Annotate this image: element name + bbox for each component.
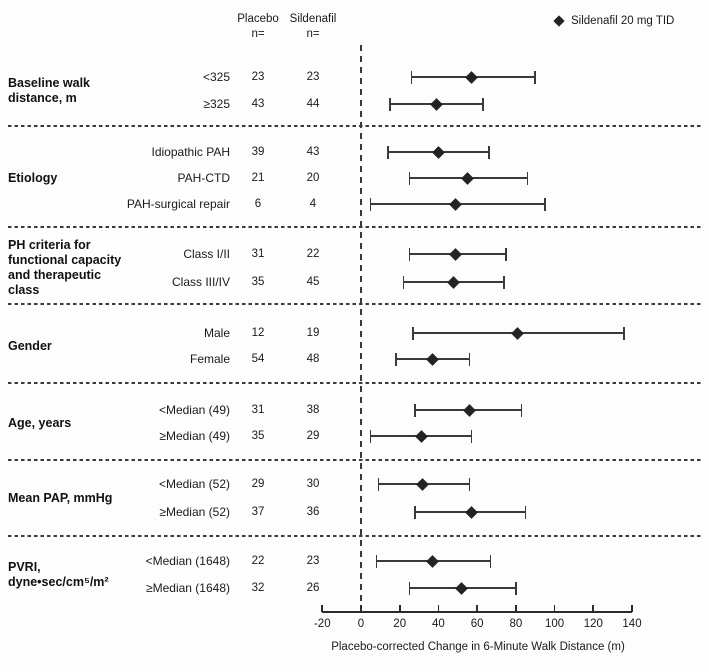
subgroup-category-line: Age, years [8,415,72,430]
estimate-diamond-marker [463,404,476,417]
sildenafil-n-value: 4 [309,198,317,210]
estimate-diamond-marker [449,248,462,261]
placebo-n-value: 37 [251,506,265,518]
row-label: Female [189,352,230,366]
diamond-icon [553,15,564,26]
row-label: Male [203,326,230,340]
section-divider-line [8,535,701,537]
x-axis-tick-label: 40 [432,618,445,630]
ci-lower-cap [370,198,372,211]
ci-upper-cap [527,172,529,185]
placebo-n-value: 29 [251,478,265,490]
estimate-diamond-marker [465,71,478,84]
ci-upper-cap [515,582,517,595]
placebo-n-value: 35 [251,276,265,288]
estimate-diamond-marker [415,430,428,443]
placebo-n-value: 22 [251,555,265,567]
section-divider-line [8,459,701,461]
row-label: Idiopathic PAH [151,145,230,159]
subgroup-category-line: dyne•sec/cm⁵/m² [8,574,109,589]
x-axis-tick-label: 20 [393,618,407,630]
sildenafil-n-value: 29 [306,430,320,442]
row-label: ≥Median (1648) [146,581,230,595]
subgroup-category-line: Etiology [8,170,58,185]
ci-upper-cap [503,276,505,289]
ci-upper-cap [469,478,471,491]
ci-lower-cap [387,146,389,159]
x-axis-tick-label: 0 [357,618,365,630]
estimate-diamond-marker [426,555,439,568]
estimate-diamond-marker [417,478,430,491]
legend-label: Sildenafil 20 mg TID [571,15,675,27]
sildenafil-n-value: 38 [306,404,320,416]
sildenafil-n-value: 36 [306,506,320,518]
x-axis-tick-label: -20 [313,618,331,630]
sildenafil-header-label: Sildenafil [289,13,337,25]
x-axis-title: Placebo-corrected Change in 6-Minute Walk Distance (m) [331,641,625,653]
subgroup-category-line: Baseline walk [8,75,90,90]
sildenafil-n-value: 30 [306,478,320,490]
row-label: ≥Median (49) [159,429,230,443]
zero-reference-line [360,45,362,612]
column-header-sildenafil [273,12,353,42]
placebo-n-value: 21 [251,172,265,184]
row-label: <Median (52) [158,477,230,491]
ci-upper-cap [490,555,492,568]
x-axis-tick-label: 60 [470,618,484,630]
ci-lower-cap [414,404,416,417]
sildenafil-n-value: 23 [306,71,320,83]
ci-lower-cap [412,327,414,340]
estimate-diamond-marker [426,353,439,366]
x-axis-tick [438,605,440,612]
sildenafil-n-value: 48 [306,353,320,365]
ci-upper-cap [521,404,523,417]
sildenafil-n-value: 43 [306,146,320,158]
ci-lower-cap [370,430,372,443]
x-axis-tick-label: 80 [509,618,523,630]
subgroup-category-line: Gender [8,338,52,353]
sildenafil-n-value: 23 [306,555,320,567]
placebo-n-suffix: n= [251,28,265,40]
subgroup-category-line: PH criteria for [8,238,91,252]
ci-upper-cap [471,430,473,443]
x-axis-tick-label: 140 [622,618,642,630]
row-label: PAH-surgical repair [126,197,230,211]
placebo-n-value: 23 [251,71,265,83]
estimate-diamond-marker [430,98,443,111]
legend [555,15,674,27]
section-divider-line [8,303,701,305]
estimate-diamond-marker [461,172,474,185]
sildenafil-n-suffix: n= [306,28,320,40]
estimate-diamond-marker [465,506,478,519]
placebo-n-value: 31 [251,248,265,260]
ci-lower-cap [376,555,378,568]
estimate-diamond-marker [448,276,461,289]
placebo-n-value: 32 [251,582,265,594]
subgroup-category-line: Mean PAP, mmHg [8,490,113,505]
ci-upper-cap [623,327,625,340]
row-label: Class III/IV [171,275,230,289]
subgroup-category-line: distance, m [8,90,77,105]
placebo-n-value: 39 [251,146,265,158]
row-label: <Median (49) [158,403,230,417]
sildenafil-n-value: 19 [306,327,320,339]
section-divider-line [8,226,701,228]
subgroup-category-line: class [8,283,40,297]
sildenafil-n-value: 20 [306,172,320,184]
x-axis-tick [399,605,401,612]
sildenafil-n-value: 22 [306,248,320,260]
row-label: ≥325 [203,97,230,111]
x-axis-tick [515,605,517,612]
placebo-header-label: Placebo [237,13,279,25]
section-divider-line [8,382,701,384]
x-axis-tick [554,605,556,612]
ci-lower-cap [395,353,397,366]
sildenafil-n-value: 26 [306,582,320,594]
ci-upper-cap [469,353,471,366]
estimate-diamond-marker [511,327,524,340]
row-label: Class I/II [183,247,230,261]
estimate-diamond-marker [432,146,445,159]
ci-lower-cap [389,98,391,111]
section-divider-line [8,125,701,127]
x-axis-tick [631,605,633,612]
placebo-n-value: 31 [251,404,265,416]
x-axis-tick-label: 100 [544,618,565,630]
x-axis-tick [592,605,594,612]
ci-upper-cap [482,98,484,111]
x-axis-tick [476,605,478,612]
placebo-n-value: 43 [251,98,265,110]
subgroup-category-line: PVRI, [8,559,41,574]
subgroup-category-line: functional capacity [8,253,122,267]
row-label: ≥Median (52) [159,505,230,519]
placebo-n-value: 54 [251,353,265,365]
row-label: <325 [202,70,230,84]
x-axis-tick [321,605,323,612]
ci-upper-cap [534,71,536,84]
subgroup-category-line: and therapeutic [8,268,102,282]
estimate-diamond-marker [449,198,462,211]
ci-upper-cap [505,248,507,261]
placebo-n-value: 6 [254,198,262,210]
sildenafil-n-value: 44 [306,98,320,110]
estimate-diamond-marker [455,582,468,595]
ci-lower-cap [403,276,405,289]
ci-lower-cap [411,71,413,84]
placebo-n-value: 35 [251,430,265,442]
ci-upper-cap [544,198,546,211]
x-axis-tick [360,605,362,612]
ci-lower-cap [409,248,411,261]
row-label: PAH-CTD [177,171,230,185]
sildenafil-n-value: 45 [306,276,320,288]
row-label: <Median (1648) [145,554,230,568]
ci-upper-cap [488,146,490,159]
ci-lower-cap [378,478,380,491]
ci-lower-cap [409,582,411,595]
ci-lower-cap [409,172,411,185]
ci-lower-cap [414,506,416,519]
placebo-n-value: 12 [251,327,265,339]
ci-upper-cap [525,506,527,519]
x-axis-tick-label: 120 [583,618,603,630]
